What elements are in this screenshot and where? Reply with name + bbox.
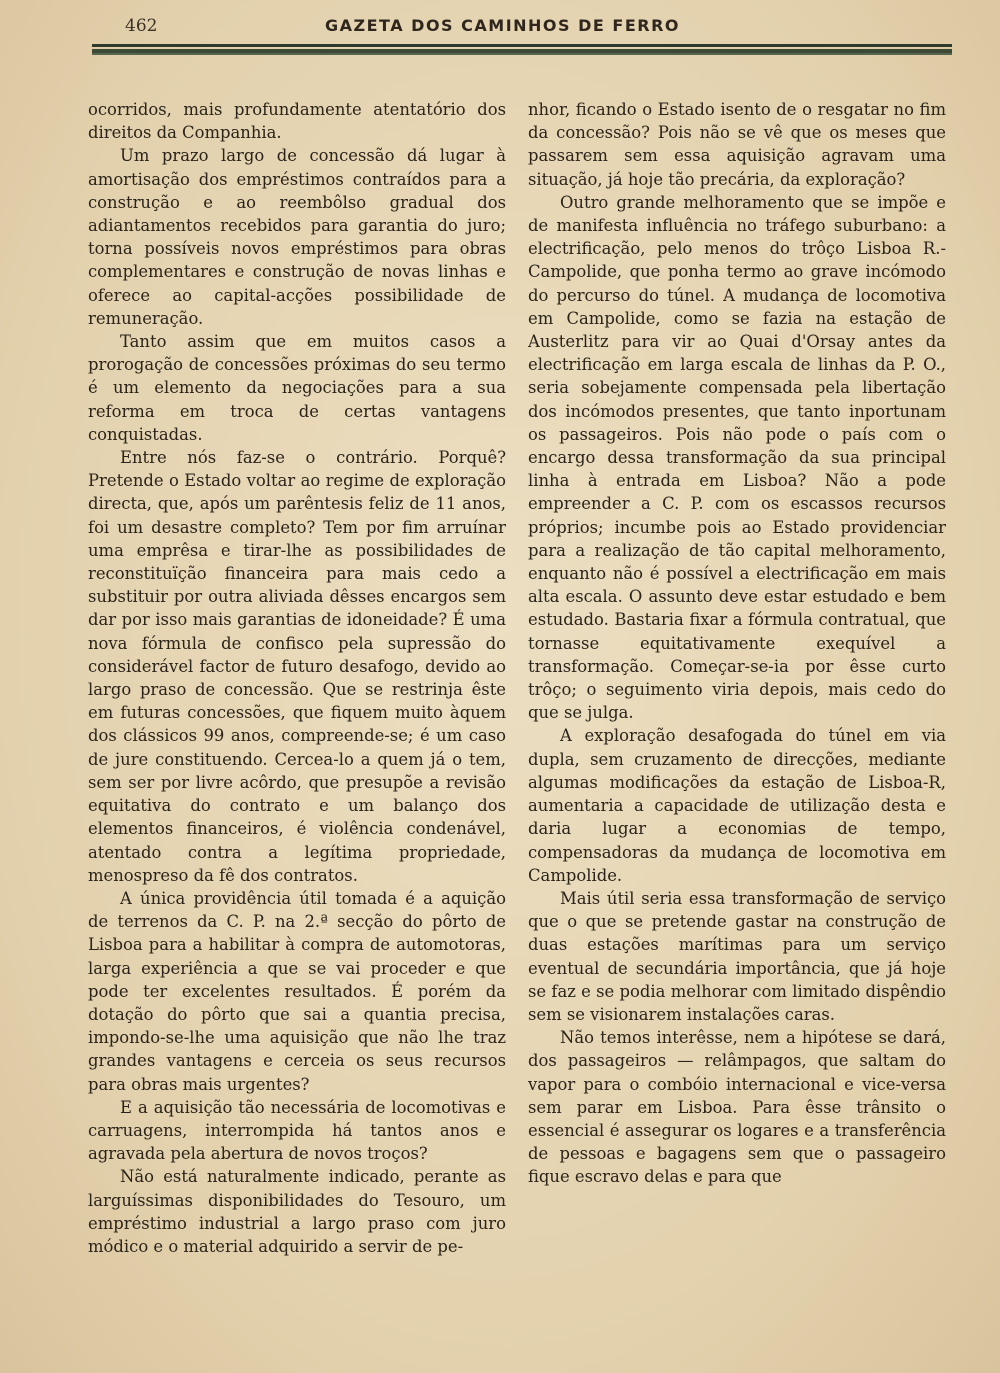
right-column [528, 98, 946, 1189]
paragraph: Tanto assim que em muitos casos a prorogação de concessões próximas do seu termo é um elemento da negociações para a sua reforma em troca de certas vantagens conquistadas. [88, 332, 506, 444]
paragraph: ocorridos, mais profundamente atentatório dos direitos da Companhia. [88, 100, 506, 143]
paragraph: Não está naturalmente indicado, perante as larguíssimas disponibilidades do Tesouro, um empréstimo industrial a largo praso com juro módico e o material adquirido a servir de pe- [88, 1167, 506, 1256]
paragraph: Mais útil seria essa transformação de serviço que o que se pretende gastar na construção de duas estações marítimas para um serviço eventual de secundária importância, que já hoje se faz e se podia melhorar com limitado dispêndio sem se visionarem instalações caras. [528, 888, 946, 1024]
paragraph: Outro grande melhoramento que se impõe e de manifesta influência no tráfego suburbano: a electrificação, pelo menos do trôço Lisboa R.-Campolide, que ponha termo ao grave incómodo do percurso do túnel. A mudança de locomotiva em Campolide, como se fazia na estação de Austerlitz para vir ao Quai d'Orsay antes da electrificação em larga escala de linhas da P. O., seria sobejamente compensada pela libertação dos incómodos presentes, que tanto inportunam os passageiros. Pois não pode o país com o encargo dessa transformação da sua principal linha à entrada em Lisboa? Não a pode empreender a C. P. com os escassos recursos próprios; incumbe pois ao Estado providenciar para a realização de tão capital melhoramento, enquanto não é possível a electrificação em mais alta escala. O assunto deve estar estudado e bem estudado. Bastaria fixar a fórmula contratual, que tornasse equitativamente exequível a transformação. Começar-se-ia por êsse curto trôço; o seguimento viria depois, mais cedo do que se julga. [528, 192, 946, 723]
paragraph: nhor, ficando o Estado isento de o resgatar no fim da concessão? Pois não se vê que os meses que passarem sem essa aquisição agravam uma situação, já hoje tão precária, da exploração? [528, 100, 946, 189]
paragraph: Não temos interêsse, nem a hipótese se dará, dos passageiros — relâmpagos, que saltam do vapor para o combóio internacional e vice-versa sem parar em Lisboa. Para êsse trânsito o essencial é assegurar os logares e a transferência de pessoas e bagagens sem que o passageiro fique escravo delas e para que [528, 1028, 946, 1187]
page-header [95, 12, 950, 42]
paragraph: E a aquisição tão necessária de locomotivas e carruagens, interrompida há tantos anos e agravada pela abertura de novos troços? [88, 1097, 506, 1164]
journal-title: GAZETA DOS CAMINHOS DE FERRO [325, 16, 681, 35]
paragraph: Um prazo largo de concessão dá lugar à amortisação dos empréstimos contraídos para a construção e ao reembôlso gradual dos adiantamentos recebidos para garantia do juro; torna possíveis novos empréstimos para obras complementares e construção de novas linhas e oferece ao capital-acções possibilidade de remuneração. [88, 146, 506, 328]
paragraph: Entre nós faz-se o contrário. Porquê? Pretende o Estado voltar ao regime de exploração directa, que, após um parêntesis feliz de 11 anos, foi um desastre completo? Tem por fim arruínar uma emprêsa e tirar-lhe as possibilidades de reconstituïção financeira para mais cedo a substituir por outra aliviada dêsses encargos sem dar por isso mais garantias de idoneidade? É uma nova fórmula de confisco pela supressão do considerável factor de futuro desafogo, devido ao largo praso de concessão. Que se restrinja êste em futuras concessões, que fiquem muito àquem dos clássicos 99 anos, compreende-se; é um caso de jure constituendo. Cercea-lo a quem já o tem, sem ser por livre acôrdo, que presupõe a revisão equitativa do contrato e um balanço dos elementos financeiros, é violência condenável, atentado contra a legítima propriedade, menospreso da fê dos contratos. [88, 448, 506, 885]
paragraph: A exploração desafogada do túnel em via dupla, sem cruzamento de direcções, mediante algumas modificações da estação de Lisboa-R, aumentaria a capacidade de utilização desta e daria lugar a economias de tempo, compensadoras da mudança de locomotiva em Campolide. [528, 726, 946, 885]
page-number: 462 [125, 16, 158, 36]
header-rule-thin [92, 53, 952, 55]
paragraph: A única providência útil tomada é a aquição de terrenos da C. P. na 2.ª secção do pôrto de Lisboa para a habilitar à compra de automotoras, larga experiência a que se vai proceder e que pode ter excelentes resultados. É porém da dotação do pôrto que sai a quantia precisa, impondo-se-lhe uma aquisição que não lhe traz grandes vantagens e cerceia os seus recursos para obras mais urgentes? [88, 888, 506, 1094]
left-column [88, 98, 506, 1258]
